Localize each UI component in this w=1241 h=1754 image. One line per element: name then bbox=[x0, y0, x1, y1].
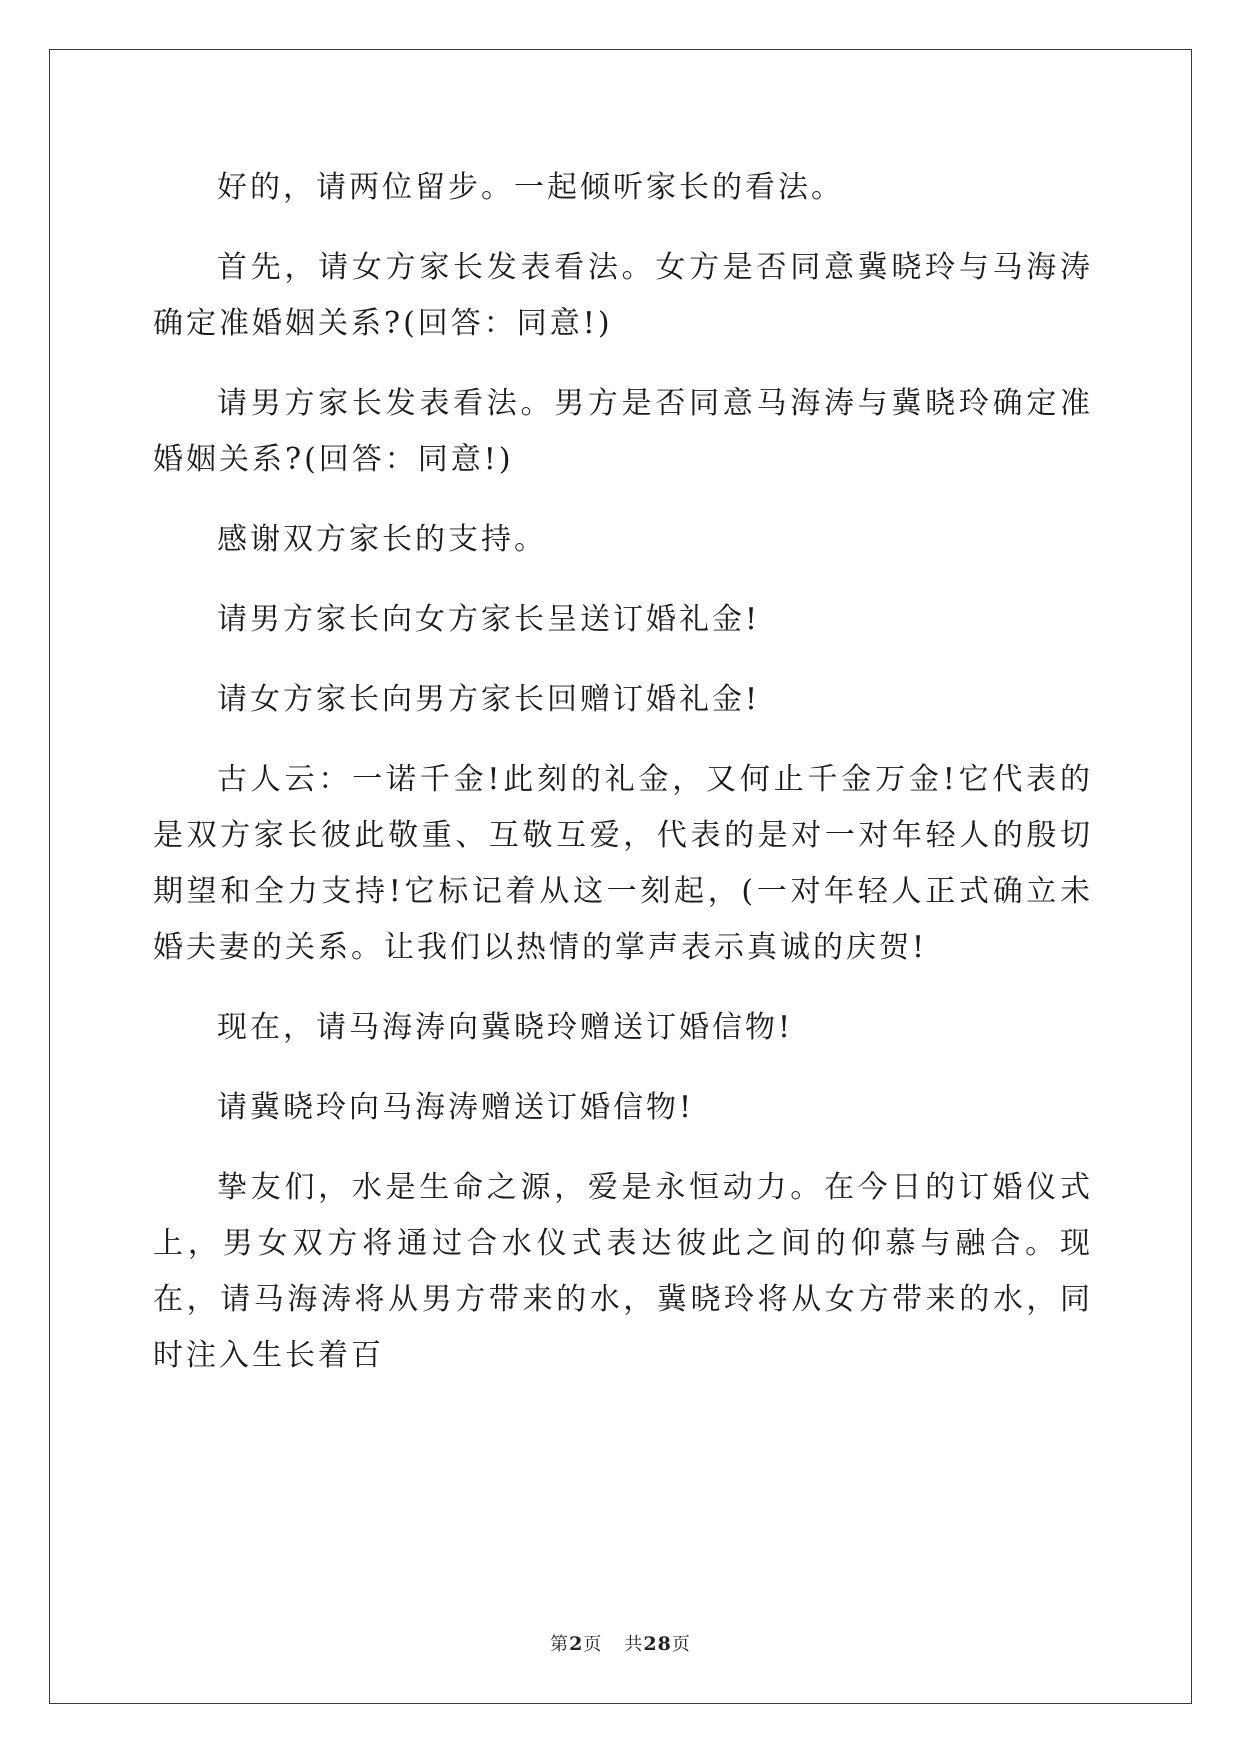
paragraph-4: 感谢双方家长的支持。 bbox=[217, 522, 547, 557]
page-prefix: 第 bbox=[550, 1634, 570, 1655]
paragraph-1: 好的，请两位留步。一起倾听家长的看法。 bbox=[217, 170, 844, 205]
paragraph-7: 古人云：一诺千金!此刻的礼金，又何止千金万金!它代表的是双方家长彼此敬重、互敬互爱，代表的是对一对年轻人的殷切期望和全力支持!它标记着从这一刻起，(一对年轻人正式确立未婚夫妻的关系。让我们以热情的掌声表示真诚的庆贺! bbox=[153, 762, 1093, 965]
page-footer bbox=[0, 1630, 1241, 1656]
paragraph-6: 请女方家长向男方家长回赠订婚礼金! bbox=[217, 682, 761, 717]
paragraph-10: 挚友们，水是生命之源，爱是永恒动力。在今日的订婚仪式上，男女双方将通过合水仪式表达彼此之间的仰慕与融合。现在，请马海涛将从男方带来的水，冀晓玲将从女方带来的水，同时注入生长着百 bbox=[153, 1170, 1093, 1373]
paragraph-9: 请冀晓玲向马海涛赠送订婚信物! bbox=[217, 1090, 695, 1125]
paragraph-3: 请男方家长发表看法。男方是否同意马海涛与冀晓玲确定准婚姻关系?(回答：同意!) bbox=[153, 386, 1093, 477]
document-body bbox=[153, 160, 1093, 1408]
total-pages: 28 bbox=[643, 1633, 672, 1655]
paragraph-5: 请男方家长向女方家长呈送订婚礼金! bbox=[217, 602, 761, 637]
paragraph-2: 首先，请女方家长发表看法。女方是否同意冀晓玲与马海涛确定准婚姻关系?(回答：同意!) bbox=[153, 250, 1093, 341]
page-suffix: 页 bbox=[583, 1634, 603, 1655]
total-suffix: 页 bbox=[671, 1634, 691, 1655]
total-prefix: 共 bbox=[624, 1634, 644, 1655]
paragraph-8: 现在，请马海涛向冀晓玲赠送订婚信物! bbox=[217, 1010, 794, 1045]
page-number: 2 bbox=[569, 1633, 584, 1655]
